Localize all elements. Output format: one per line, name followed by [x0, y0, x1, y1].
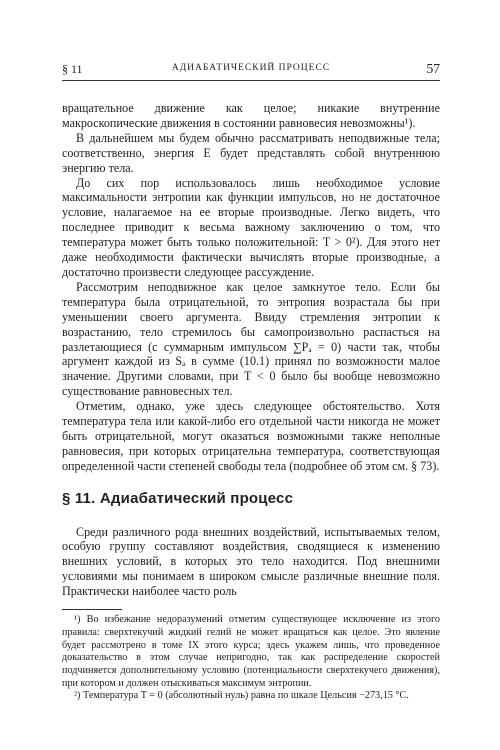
section-heading: § 11. Адиабатический процесс — [62, 489, 294, 507]
footnote-rule — [62, 609, 122, 610]
main-text — [62, 101, 440, 599]
page-number: 57 — [426, 61, 440, 76]
paragraph: Среди различного рода внешних воздействий, испытываемых телом, особую группу составляют воздействия, сводящиеся к изменению внешних условий, в которых это тело находится. Под внешними условиями мы понимаем в широком смысле различные внешние поля. Практически наиболее часто роль — [62, 524, 440, 599]
page — [62, 62, 440, 703]
footnote: ¹) Во избежание недоразумений отметим существующее исключение из этого правила: сверхтекучий жидкий гелий не может вращаться как целое. Это явление будет рассмотрено в томе IX этого курса; здесь укажем лишь, что проведенное доказательство в этом случае непригодно, так как распределение скоростей подчиняется дополнительному условию (потенциальности сверхтекучего движения), при котором и должен отыскиваться максимум энтропии. — [62, 614, 440, 689]
paragraph: Рассмотрим неподвижное как целое замкнутое тело. Если бы температура была отрицательной, то энтропия возрастала бы при уменьшении своего аргумента. Ввиду стремления энтропии к возрастанию, тело стремилось бы самопроизвольно распасться на разлетающиеся (с суммарным импульсом ∑Pₐ = 0) части так, чтобы аргумент каждой из Sₐ в сумме (10.1) принял по возможности малое значение. Другими словами, при T < 0 было бы вообще невозможно существование равновесных тел. — [62, 279, 440, 399]
running-header — [62, 62, 440, 81]
paragraph: До сих пор использовалось лишь необходимое условие максимальности энтропии как функции импульсов, но не достаточное условие, налагаемое на ее вторые производные. Легко видеть, что последнее приводит к весьма важному заключению о том, что температура может быть только положительной: T > 0²). Для этого нет даже необходимости фактически вычислять вторые производные, а достаточно произвести следующее рассуждение. — [62, 175, 440, 279]
header-title: АДИАБАТИЧЕСКИЙ ПРОЦЕСС — [171, 63, 331, 73]
paragraph: Отметим, однако, уже здесь следующее обстоятельство. Хотя температура тела или какой-либо его отдельной части никогда не может быть отрицательной, могут оказаться возможными также неполные равновесия, при которых отрицательна температура, соответствующая определенной части степеней свободы тела (подробнее об этом см. § 73). — [62, 399, 440, 473]
paragraph: В дальнейшем мы будем обычно рассматривать неподвижные тела; соответственно, энергия E будет представлять собой внутреннюю энергию тела. — [62, 130, 440, 175]
paragraph: вращательное движение как целое; никакие внутренние макроскопические движения в состоянии равновесия невозможны¹). — [62, 101, 440, 130]
footnotes — [62, 614, 440, 703]
footnote: ²) Температура T = 0 (абсолютный нуль) равна по шкале Цельсия −273,15 °C. — [74, 690, 409, 702]
header-section-number: § 11 — [62, 62, 83, 76]
